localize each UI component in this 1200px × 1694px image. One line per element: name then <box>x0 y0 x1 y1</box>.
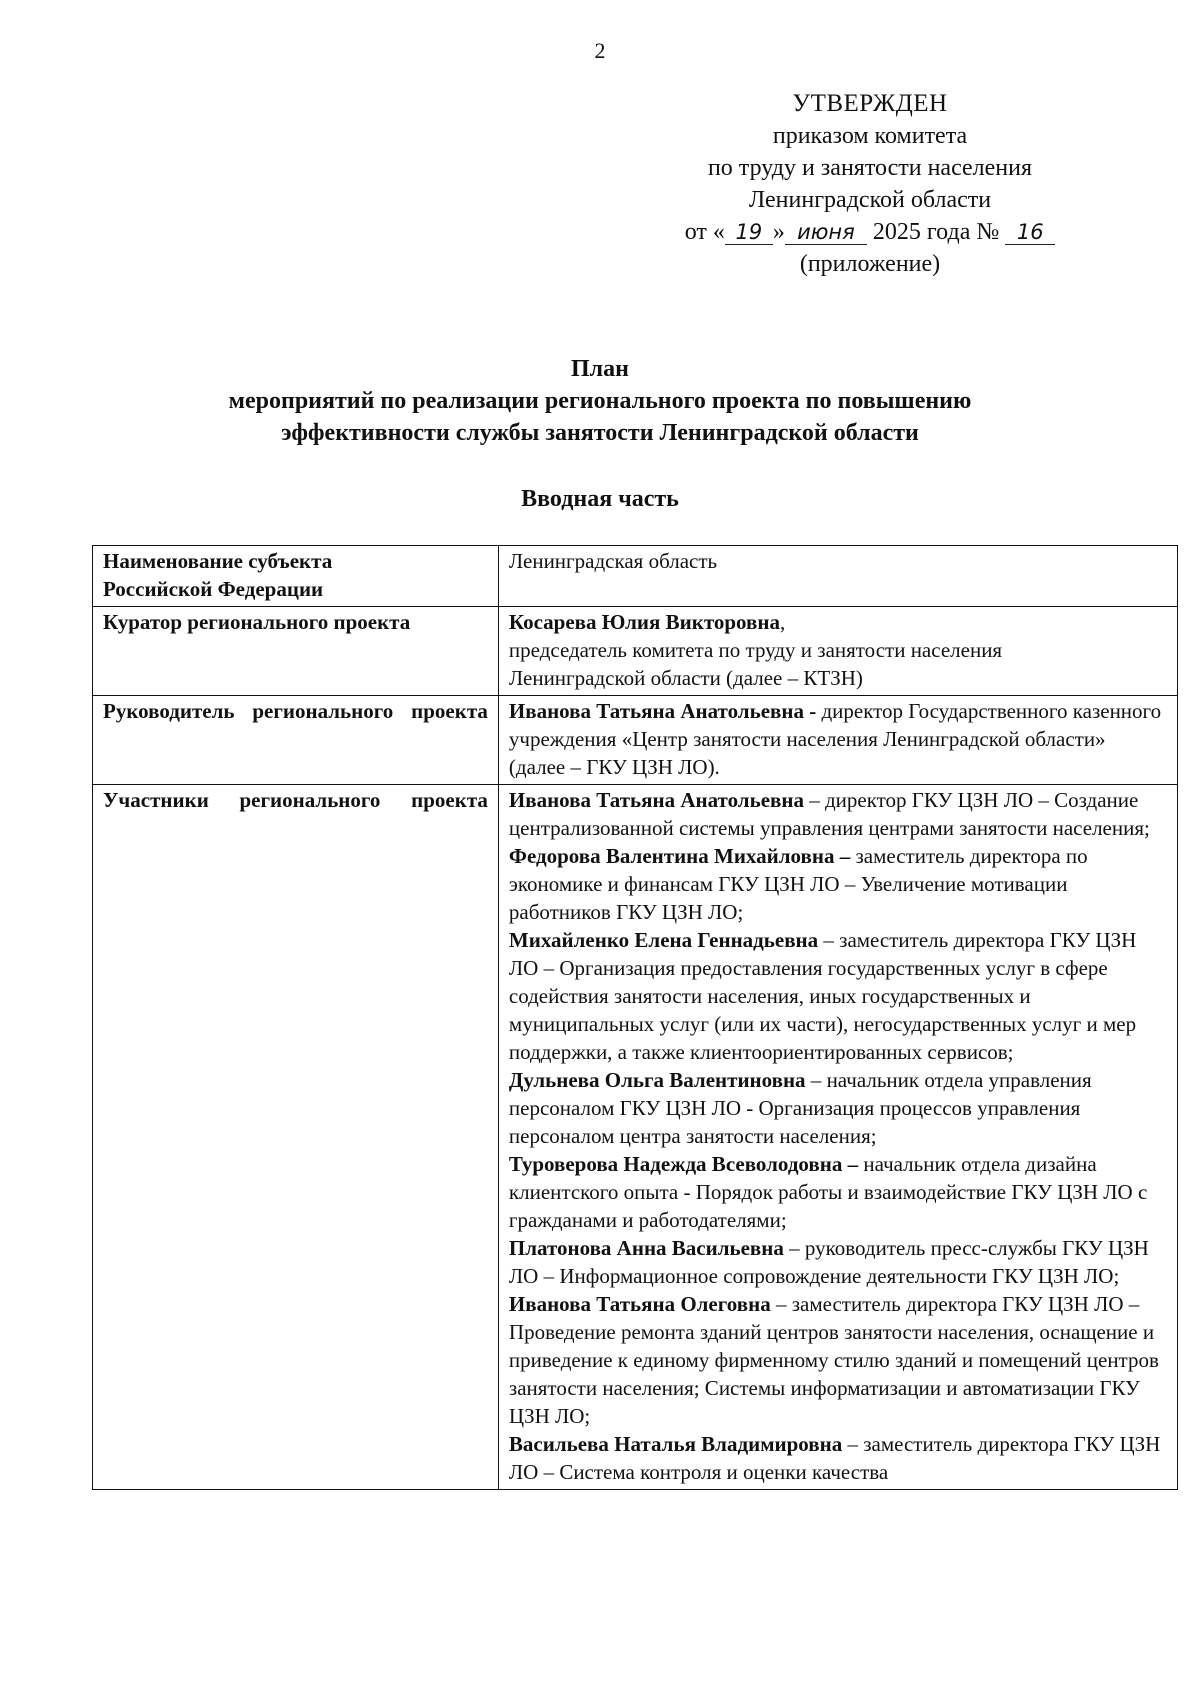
order-date-line <box>660 216 1080 248</box>
approval-line-2: по труду и занятости населения <box>707 155 1033 181</box>
head-value <box>498 696 1177 785</box>
curator-position-line-1: председатель комитета по труду и занятости населения <box>508 638 1003 662</box>
list-item <box>509 1430 1167 1486</box>
order-prefix: от « <box>684 219 725 245</box>
handwritten-order-number: 16 <box>1005 220 1055 245</box>
participant-name: Федорова Валентина Михайловна – <box>508 844 851 868</box>
handwritten-month: июня <box>785 220 867 245</box>
handwritten-day: 19 <box>725 220 773 245</box>
table-row <box>93 696 1178 785</box>
participant-name: Иванова Татьяна Анатольевна <box>508 788 804 812</box>
order-year: 2025 года № <box>866 219 1006 245</box>
section-title: Вводная часть <box>521 486 679 512</box>
participant-role: – начальник отдела управления персоналом ГКУ ЦЗН ЛО - Организация процессов управления персоналом центра занятости населения; <box>508 1068 1092 1148</box>
participants-label: Участники регионального проекта <box>93 785 499 1490</box>
list-item <box>509 1234 1167 1290</box>
plan-subtitle-line-1: мероприятий по реализации регионального проекта по повышению <box>228 388 972 414</box>
approval-block <box>660 88 1080 280</box>
participant-name: Платонова Анна Васильевна <box>508 1236 784 1260</box>
subject-label-line-2: Российской Федерации <box>103 577 324 601</box>
participant-name: Туроверова Надежда Всеволодовна – <box>508 1152 859 1176</box>
participant-role: – руководитель пресс-службы ГКУ ЦЗН ЛО – Информационное сопровождение деятельности ГКУ ЦЗН ЛО; <box>508 1236 1149 1288</box>
approval-note: (приложение) <box>799 251 941 277</box>
curator-name-line <box>509 608 1167 636</box>
page-number: 2 <box>594 38 606 63</box>
list-item <box>509 786 1167 842</box>
curator-name-suffix: , <box>779 610 786 634</box>
head-description: директор Государственного казенного учреждения «Центр занятости населения Ленинградской области» (далее – ГКУ ЦЗН ЛО). <box>508 699 1162 779</box>
list-item <box>509 926 1167 1066</box>
participant-role: начальник отдела дизайна клиентского опыта - Порядок работы и взаимодействие ГКУ ЦЗН ЛО с гражданами и работодателями; <box>508 1152 1148 1232</box>
participant-name: Васильева Наталья Владимировна <box>508 1432 843 1456</box>
plan-title: План <box>571 356 629 382</box>
head-label: Руководитель регионального проекта <box>93 696 499 785</box>
subject-value: Ленинградская область <box>498 546 1177 607</box>
participant-name: Михайленко Елена Геннадьевна <box>508 928 819 952</box>
table-row <box>93 785 1178 1490</box>
participant-role: – заместитель директора ГКУ ЦЗН ЛО – Проведение ремонта зданий центров занятости населения, оснащение и приведение к единому фирменному стилю зданий и помещений центров занятости населения; Системы информатизации и автоматизации ГКУ ЦЗН ЛО; <box>508 1292 1159 1428</box>
curator-value <box>498 607 1177 696</box>
curator-name: Косарева Юлия Викторовна <box>508 610 780 634</box>
participant-name: Дульнева Ольга Валентиновна <box>508 1068 806 1092</box>
subject-label <box>93 546 499 607</box>
participant-role: – заместитель директора ГКУ ЦЗН ЛО – Организация предоставления государственных услуг в сфере содействия занятости населения, иных государственных и муниципальных услуг (или их части), негосударственных услуг и мер поддержки, а также клиентоориентированных сервисов; <box>508 928 1137 1064</box>
curator-position-line-2: Ленинградской области (далее – КТЗН) <box>508 666 863 690</box>
subject-label-line-1: Наименование субъекта <box>103 549 333 573</box>
participant-role: – директор ГКУ ЦЗН ЛО – Создание централизованной системы управления центрами занятости населения; <box>508 788 1150 840</box>
intro-table <box>92 545 1178 1490</box>
list-item <box>509 1150 1167 1234</box>
list-item <box>509 1066 1167 1150</box>
head-name: Иванова Татьяна Анатольевна - <box>508 699 817 723</box>
approval-title: УТВЕРЖДЕН <box>792 90 948 117</box>
participants-list <box>498 785 1177 1490</box>
participant-role: – заместитель директора ГКУ ЦЗН ЛО – Система контроля и оценки качества <box>508 1432 1161 1484</box>
list-item <box>509 1290 1167 1430</box>
participant-role: заместитель директора по экономике и финансам ГКУ ЦЗН ЛО – Увеличение мотивации работников ГКУ ЦЗН ЛО; <box>508 844 1088 924</box>
table-row <box>93 546 1178 607</box>
approval-line-1: приказом комитета <box>772 123 968 149</box>
plan-subtitle-line-2: эффективности службы занятости Ленинградской области <box>281 420 919 446</box>
table-row <box>93 607 1178 696</box>
participant-name: Иванова Татьяна Олеговна <box>508 1292 771 1316</box>
order-mid: » <box>772 219 785 245</box>
curator-label: Куратор регионального проекта <box>93 607 499 696</box>
plan-title-block <box>0 353 1200 449</box>
list-item <box>509 842 1167 926</box>
approval-line-3: Ленинградской области <box>748 187 992 213</box>
